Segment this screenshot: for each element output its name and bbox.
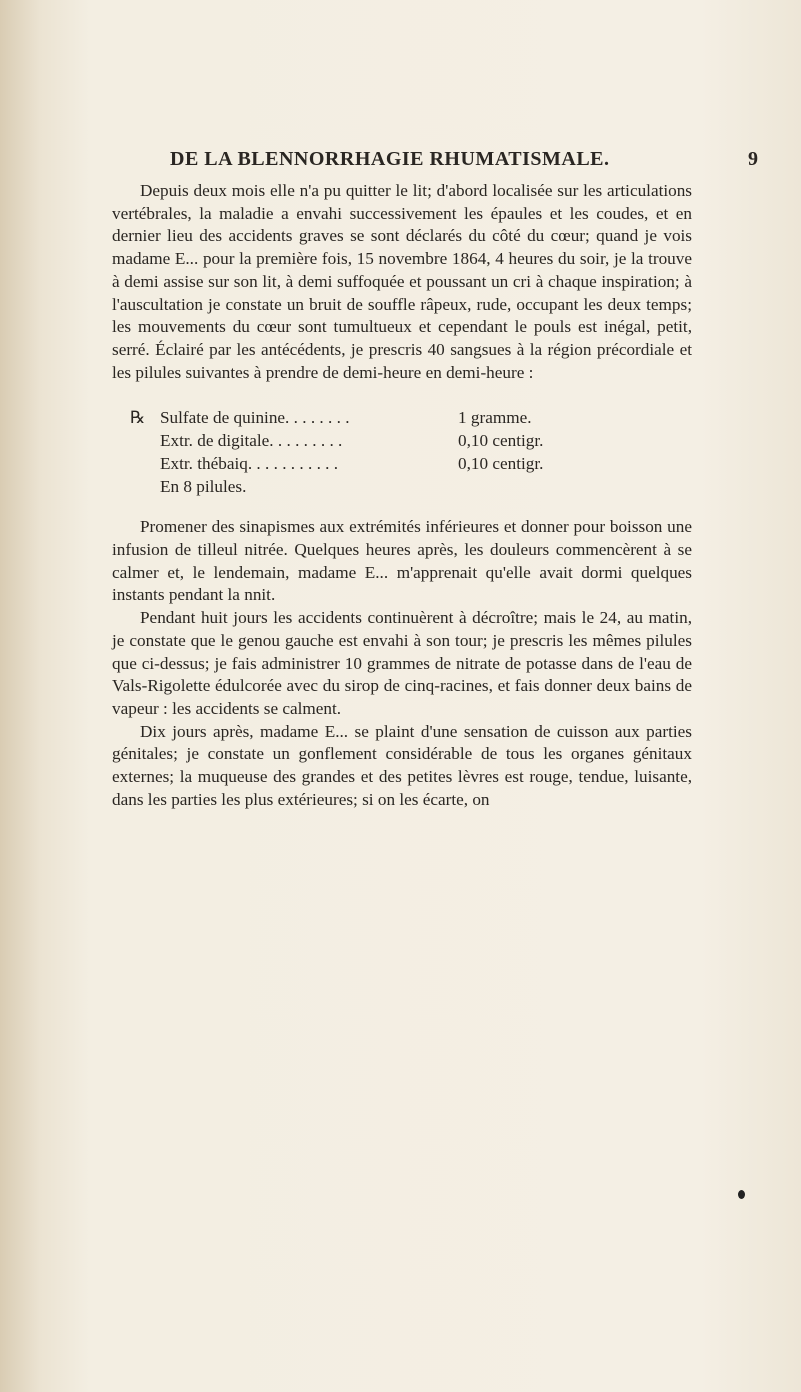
body-text xyxy=(112,180,692,811)
prescription-row xyxy=(112,406,692,429)
prescription-row xyxy=(112,475,692,498)
page-number: 9 xyxy=(748,148,759,170)
prescription-row xyxy=(112,452,692,475)
ingredient-dose: 1 gramme. xyxy=(458,408,532,428)
ingredient-dose: 0,10 centigr. xyxy=(458,431,544,451)
paragraph-3: Pendant huit jours les accidents continuèrent à décroître; mais le 24, au matin, je constate que le genou gauche est envahi à son tour; je prescris les mêmes pilules que ci-dessus; je fais administrer 10 grammes de nitrate de potasse dans de l'eau de Vals-Rigolette édulcorée avec du sirop de cinq-racines, et fais donner deux bains de vapeur : les accidents se calment. xyxy=(112,608,692,718)
ingredient-name: En 8 pilules. xyxy=(160,477,247,497)
paragraph-1: Depuis deux mois elle n'a pu quitter le lit; d'abord localisée sur les articulations vertébrales, la maladie a envahi successivement les épaules et les coudes, et en dernier lieu des accidents graves se sont déclarés du côté du cœur; quand je vois madame E... pour la première fois, 15 novembre 1864, 4 heures du soir, je la trouve à demi assise sur son lit, à demi suffoquée et poussant un cri à chaque inspiration; à l'auscultation je constate un bruit de souffle râpeux, rude, occupant les deux temps; les mouvements du cœur sont tumultueux et cependant le pouls est inégal, petit, serré. Éclairé par les antécédents, je prescris 40 sangsues à la région précordiale et les pilules suivantes à prendre de demi-heure en demi-heure : xyxy=(112,181,692,382)
recipe-symbol: ℞ xyxy=(130,408,146,428)
ink-spot xyxy=(738,1190,745,1199)
ingredient-name: Extr. de digitale. . . . . . . . . xyxy=(160,431,343,451)
ingredient-name: Sulfate de quinine. . . . . . . . xyxy=(160,408,350,428)
ingredient-name: Extr. thébaiq. . . . . . . . . . . xyxy=(160,454,339,474)
page-header xyxy=(0,148,801,176)
paragraph-4: Dix jours après, madame E... se plaint d'une sensation de cuisson aux parties génitales; je constate un gonflement considérable de tous les organes génitaux externes; la muqueuse des grandes et des petites lèvres est rouge, tendue, luisante, dans les parties les plus extérieures; si on les écarte, on xyxy=(112,721,692,809)
paragraph-2: Promener des sinapismes aux extrémités inférieures et donner pour boisson une infusion de tilleul nitrée. Quelques heures après, les douleurs commencèrent à se calmer et, le lendemain, madame E... m'apprenait qu'elle avait dormi quelques instants pendant la nnit. xyxy=(112,517,692,605)
prescription-formula xyxy=(112,406,692,498)
running-title: DE LA BLENNORRHAGIE RHUMATISMALE. xyxy=(170,148,610,170)
ingredient-dose: 0,10 centigr. xyxy=(458,454,544,474)
prescription-row xyxy=(112,429,692,452)
